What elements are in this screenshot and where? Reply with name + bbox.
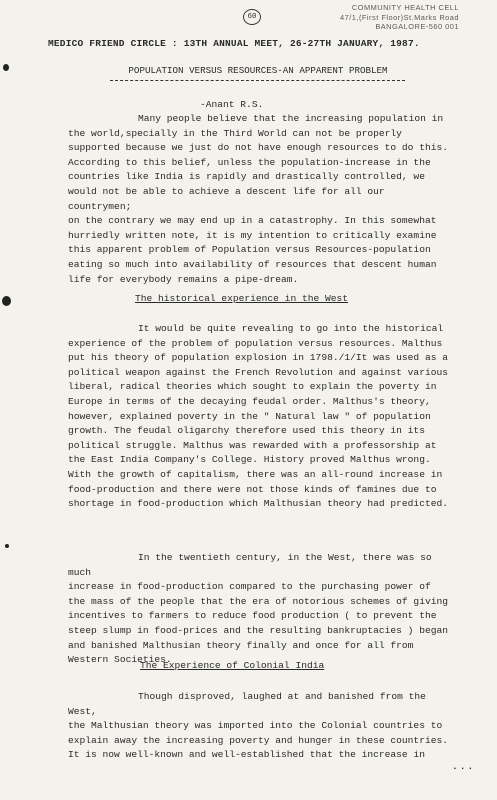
library-stamp bbox=[283, 3, 459, 32]
meeting-header: MEDICO FRIEND CIRCLE : 13TH ANNUAL MEET, 26-27TH JANUARY, 1987. bbox=[48, 38, 420, 49]
hole-punch-mark bbox=[2, 296, 11, 306]
continuation-dots: ... bbox=[452, 761, 476, 772]
stamp-line: BANGALORE-560 001 bbox=[375, 22, 459, 32]
document-title: POPULATION VERSUS RESOURCES-AN APPARENT PROBLEM bbox=[128, 65, 388, 76]
title-underline bbox=[110, 80, 405, 81]
page-number: 60 bbox=[243, 9, 261, 25]
section-heading-colonial-india: The Experience of Colonial India bbox=[140, 660, 325, 671]
author-line: -Anant R.S. bbox=[200, 99, 264, 110]
paragraph-colonial: Though disproved, laughed at and banished from the West, the Malthusian theory was imported into the Colonial countries to explain away the increasing poverty and hunger in these countries. It is now well-known and well-established that the increase in bbox=[68, 691, 448, 761]
intro-paragraph: Many people believe that the increasing population in the world,specially in the Third World can not be properly supported because we just do not have enough resources to do this. According to this belief, unless the population-increase in the countries like India is rapidly and drastically controlled, we would not be able to achieve a descent life for all our countrymen; on the contrary we may end up in a catastrophy. In this somewhat hurriedly written note, it is my intention to critically examine this apparent problem of Population versus Resources-population eating so much into availability of resources that descent human life for everybody remains a pipe-dream. bbox=[68, 113, 448, 285]
ink-spot bbox=[3, 64, 9, 71]
stamp-line: COMMUNITY HEALTH CELL bbox=[351, 3, 459, 12]
stamp-line: 47/1,(First Floor)St.Marks Road bbox=[340, 12, 459, 22]
paragraph-twentieth-century: In the twentieth century, in the West, there was so much increase in food-production compared to the purchasing power of the mass of the people that the era of notorious schemes of giving incentives to farmers to reduce food production ( to prevent the steep slump in food-prices and the resulting bankruptacies ) began and banished Malthusian theory finally and once for all from Western Societies. bbox=[68, 552, 448, 666]
paragraph-malthus: It would be quite revealing to go into the historical experience of the problem of population versus resources. Malthus put his theory of population explosion in 1798./1/It was used as a political weapon against the French Revolution and against various liberal, radical theories which sought to explain the poverty in Europe in terms of the decaying feudal order. Malthus's theory, however, explained poverty in the " Natural law " of population growth. The feudal oligarchy therefore used this theory in its political struggle. Malthus was rewarded with a professorship at the East India Company's College. History proved Malthus wrong. With the growth of capitalism, there was an all-round increase in food-production and there were not those kinds of famines due to shortage in food-production which Malthusian theory had predicted. bbox=[68, 323, 448, 510]
ink-spot bbox=[5, 544, 9, 548]
section-heading-west: The historical experience in the West bbox=[135, 293, 349, 304]
